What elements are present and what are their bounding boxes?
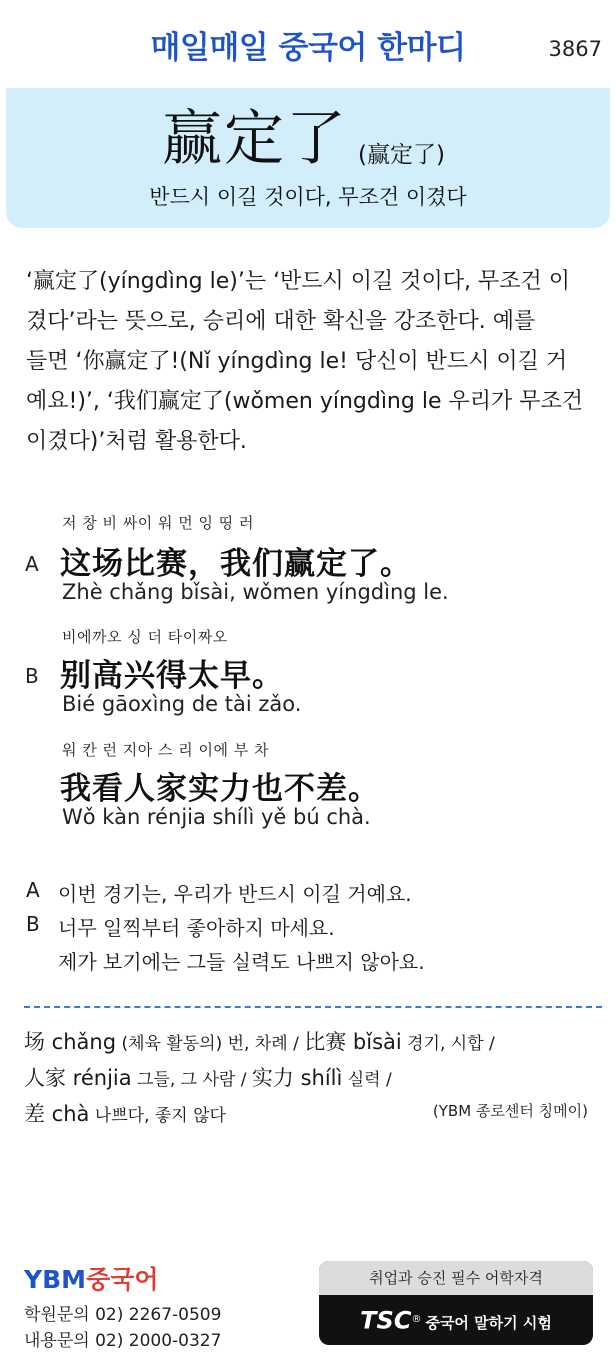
- vocab-definition: (체육 활동의) 번, 차례 /: [116, 1034, 305, 1054]
- tsc-ad-tagline: 취업과 승진 필수 어학자격: [319, 1261, 593, 1295]
- speaker-label: A: [26, 878, 40, 902]
- issue-number: 3867: [548, 37, 602, 61]
- tsc-ad-banner: [319, 1295, 593, 1345]
- translation-text: 너무 일찍부터 좋아하지 마세요.: [58, 916, 335, 940]
- vocab-term: 比赛 bǐsài: [304, 1030, 402, 1054]
- intro-line: 겼다’라는 뜻으로, 승리에 대한 확신을 강조한다. 예를: [26, 309, 536, 334]
- speaker-label: B: [26, 912, 40, 936]
- speaker-label: B: [25, 664, 39, 688]
- tsc-ad: [319, 1261, 593, 1345]
- chinese-sentence: 别高兴得太早。: [60, 658, 284, 694]
- pronunciation-guide: 워 칸 런 지아 스 리 이에 부 차: [62, 741, 270, 759]
- pinyin-sentence: Zhè chǎng bǐsài, wǒmen yíngdìng le.: [62, 580, 449, 604]
- content-contact: 내용문의 02) 2000-0327: [24, 1331, 222, 1351]
- registered-mark: ®: [411, 1314, 422, 1325]
- vocab-term: 实力 shílì: [251, 1066, 343, 1090]
- author-credit: (YBM 종로센터 칭메이): [432, 1102, 588, 1120]
- vocab-term: 场 chǎng: [24, 1030, 117, 1054]
- pronunciation-guide: 비에까오 싱 더 타이짜오: [62, 628, 228, 646]
- pronunciation-guide: 저 창 비 싸이 워 먼 잉 띵 러: [62, 514, 255, 532]
- intro-line: ‘赢定了(yíngdìng le)’는 ‘반드시 이길 것이다, 무조건 이: [26, 269, 571, 294]
- header-title: 매일매일 중국어 한마디: [150, 30, 466, 66]
- intro-line: 이겼다)’처럼 활용한다.: [26, 429, 247, 454]
- translation-text: 이번 경기는, 우리가 반드시 이길 거예요.: [58, 882, 412, 906]
- chinese-sentence: 我看人家实力也不差。: [60, 771, 380, 807]
- pinyin-sentence: Wǒ kàn rénjia shílì yě bú chà.: [62, 805, 371, 829]
- vocab-term: 人家 rénjia: [24, 1066, 132, 1090]
- ybm-logo-chinese: 중국어: [86, 1265, 159, 1294]
- ybm-logo: [24, 1260, 159, 1296]
- intro-paragraph: [26, 262, 606, 462]
- divider: [24, 1006, 602, 1008]
- tsc-logo: TSC: [360, 1306, 412, 1335]
- ybm-logo-text: YBM: [24, 1265, 87, 1294]
- vocab-line: [24, 1062, 392, 1096]
- chinese-sentence: 这场比赛，我们赢定了。: [60, 546, 412, 582]
- vocab-line: [24, 1026, 495, 1060]
- intro-line: 들면 ‘你赢定了!(Nǐ yíngdìng le! 당신이 반드시 이길 거: [26, 349, 568, 374]
- vocab-definition: 경기, 시합 /: [401, 1034, 495, 1054]
- speaker-label: A: [25, 552, 39, 576]
- banner-expression-small: (赢定了): [358, 142, 445, 168]
- vocab-definition: 나쁘다, 좋지 않다: [89, 1106, 226, 1126]
- vocab-definition: 실력 /: [342, 1070, 392, 1090]
- academy-contact: 학원문의 02) 2267-0509: [24, 1305, 222, 1325]
- translation-text: 제가 보기에는 그들 실력도 나쁘지 않아요.: [58, 950, 425, 974]
- banner-expression: 赢定了: [162, 104, 348, 174]
- vocab-definition: 그들, 그 사람 /: [131, 1070, 252, 1090]
- vocab-line: [24, 1098, 226, 1132]
- banner-meaning: 반드시 이길 것이다, 무조건 이겼다: [149, 185, 467, 209]
- pinyin-sentence: Bié gāoxìng de tài zǎo.: [62, 692, 302, 716]
- vocab-term: 差 chà: [24, 1102, 90, 1126]
- tsc-ad-text: 중국어 말하기 시험: [425, 1314, 552, 1333]
- intro-line: 예요!)’, ‘我们赢定了(wǒmen yíngdìng le 우리가 무조건: [26, 389, 583, 414]
